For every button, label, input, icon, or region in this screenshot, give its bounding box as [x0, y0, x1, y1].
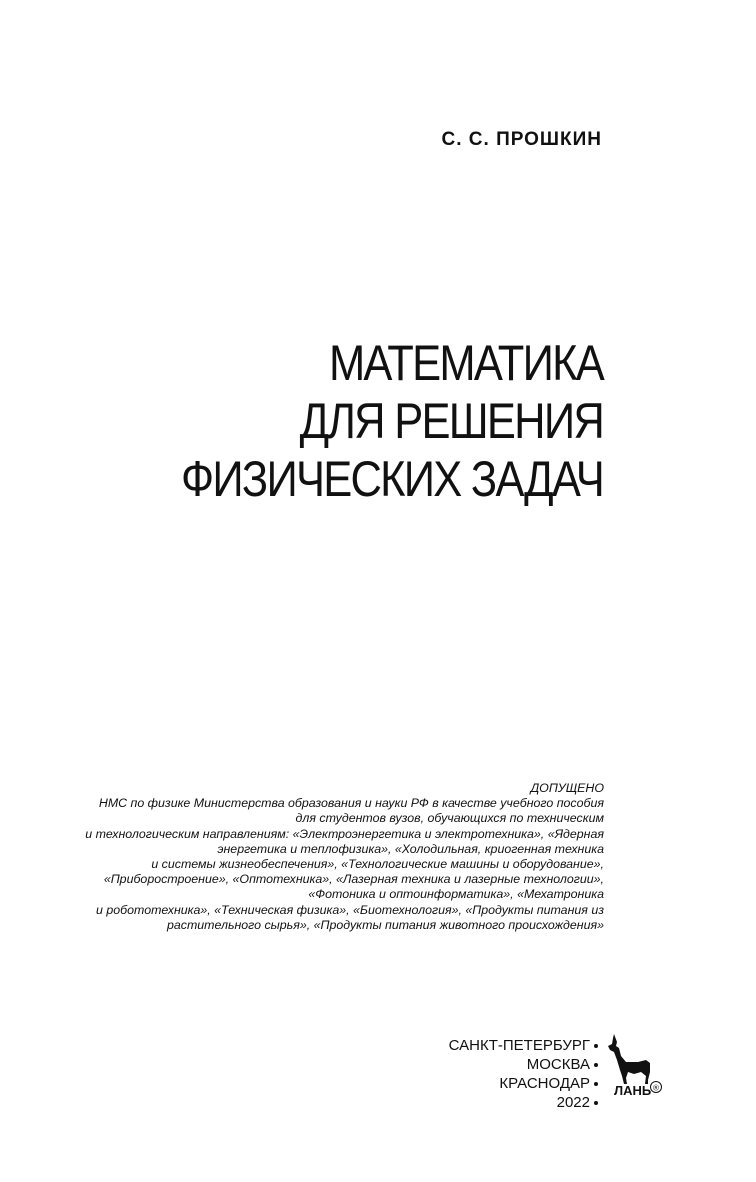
book-title [181, 334, 603, 508]
imprint-text: 2022 [556, 1094, 590, 1111]
approval-line: «Фотоника и оптоинформатика», «Мехатроника [308, 887, 604, 902]
approval-line: и системы жизнеобеспечения», «Технологические машины и оборудование», [151, 857, 604, 872]
publisher-imprint [449, 1036, 598, 1112]
approval-line: «Приборостроение», «Оптотехника», «Лазерная техника и лазерные технологии», [103, 872, 604, 887]
approval-line: ДОПУЩЕНО [530, 781, 604, 795]
bullet-icon [594, 1044, 598, 1048]
approval-line: и технологическим направлениям: «Электроэнергетика и электротехника», «Ядерная [85, 826, 604, 841]
imprint-text: САНКТ-ПЕТЕРБУРГ [448, 1037, 590, 1054]
title-line-1: МАТЕМАТИКА [328, 335, 603, 391]
imprint-city-3 [449, 1074, 598, 1093]
author-name: С. С. ПРОШКИН [441, 129, 602, 150]
imprint-city-1 [449, 1036, 598, 1055]
publisher-logo-icon [604, 1032, 664, 1098]
imprint-city-2 [449, 1055, 598, 1074]
bullet-icon [594, 1101, 598, 1105]
bullet-icon [594, 1063, 598, 1067]
approval-line: для студентов вузов, обучающихся по техническим [295, 811, 604, 826]
title-line-3: ФИЗИЧЕСКИХ ЗАДАЧ [181, 451, 603, 507]
approval-line: энергетика и теплофизика», «Холодильная, криогенная техника [217, 841, 604, 856]
bullet-icon [594, 1082, 598, 1086]
title-line-2: ДЛЯ РЕШЕНИЯ [299, 393, 603, 449]
approval-line: и робототехника», «Техническая физика», «Биотехнология», «Продукты питания из [96, 902, 604, 917]
approval-line: растительного сырья», «Продукты питания животного происхождения» [166, 917, 604, 932]
logo-text: ЛАНЬ [614, 1083, 652, 1098]
imprint-text: МОСКВА [526, 1056, 590, 1073]
imprint-year [449, 1093, 598, 1112]
approval-statement [64, 781, 604, 933]
registered-mark: ® [653, 1083, 659, 1093]
imprint-text: КРАСНОДАР [499, 1075, 590, 1092]
approval-line: НМС по физике Министерства образования и науки РФ в качестве учебного пособия [98, 796, 604, 811]
